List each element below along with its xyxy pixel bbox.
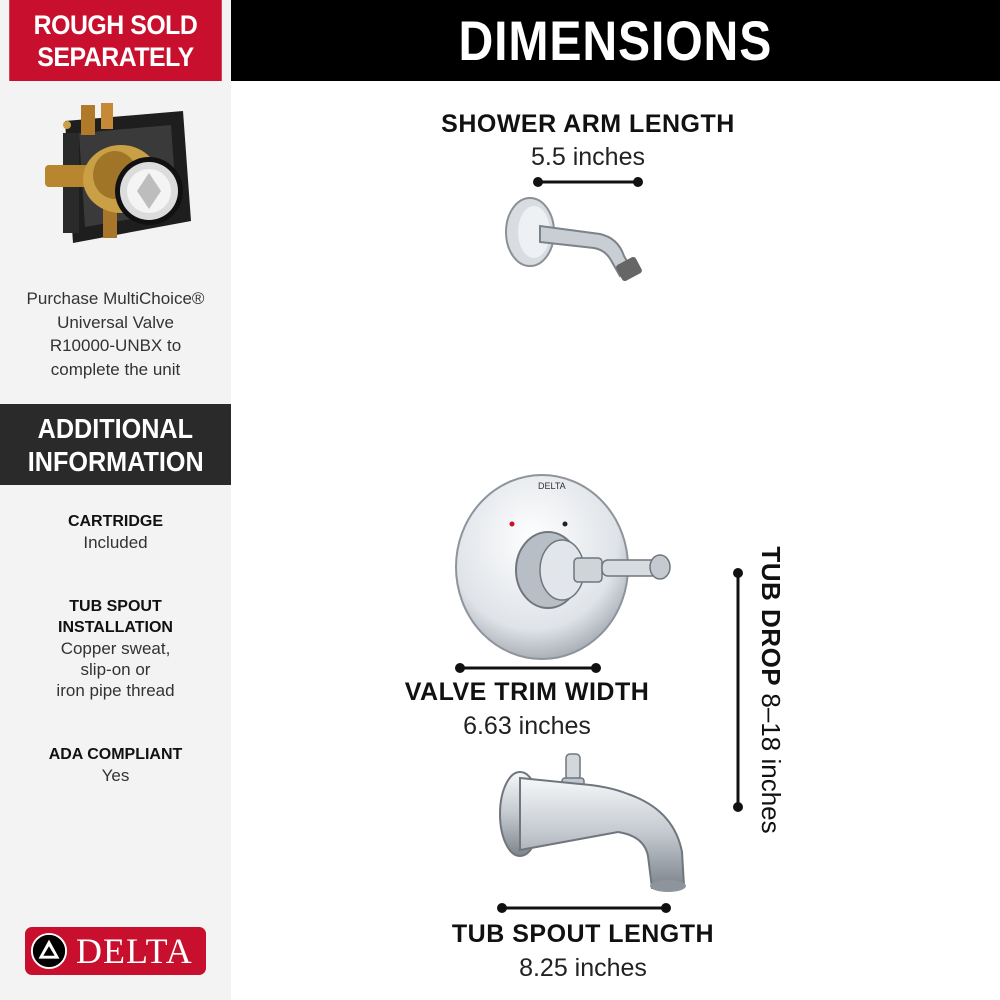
info-ada-compliant	[0, 744, 231, 786]
info-value: Included	[83, 533, 148, 552]
additional-information-banner	[0, 404, 231, 485]
shower-arm-measure-line	[530, 174, 646, 190]
tub-spout-length-title: TUB SPOUT LENGTH	[451, 920, 715, 948]
tub-drop-measure-line	[730, 565, 746, 815]
info-value: iron pipe thread	[56, 681, 175, 700]
shower-arm-image	[500, 196, 650, 286]
info-value: Copper sweat,	[60, 639, 171, 658]
rough-sold-separately-banner	[9, 0, 222, 81]
rough-banner-line-2: SEPARATELY	[37, 41, 194, 72]
dimensions-header	[231, 0, 1000, 81]
purchase-line-4: complete the unit	[50, 359, 181, 379]
info-value: Yes	[101, 766, 130, 785]
valve-trim-width-title: VALVE TRIM WIDTH	[404, 678, 650, 706]
additional-banner-line-2: INFORMATION	[27, 445, 204, 477]
purchase-line-3: R10000-UNBX to	[49, 336, 182, 355]
info-label: INSTALLATION	[58, 619, 173, 636]
dimensions-title: DIMENSIONS	[458, 9, 773, 72]
info-label: TUB SPOUT	[69, 598, 162, 615]
valve-trim-image	[452, 472, 676, 662]
valve-trim-measure-line	[452, 660, 604, 676]
purchase-note	[0, 287, 231, 381]
rough-valve-image	[43, 103, 193, 253]
delta-logo	[25, 927, 206, 975]
shower-arm-length-value: 5.5 inches	[531, 143, 645, 171]
valve-trim-brand: DELTA	[538, 481, 566, 491]
tub-drop-value: 8–18 inches	[756, 693, 786, 834]
rough-banner-line-1: ROUGH SOLD	[33, 9, 198, 40]
info-cartridge	[0, 511, 231, 553]
info-tub-spout-installation	[0, 596, 231, 701]
delta-logo-text: DELTA	[76, 931, 193, 971]
info-value: slip-on or	[80, 660, 151, 679]
tub-drop-title: TUB DROP	[756, 546, 786, 687]
additional-banner-line-1: ADDITIONAL	[37, 412, 194, 444]
tub-spout-image	[498, 752, 698, 894]
valve-trim-width-value: 6.63 inches	[463, 712, 591, 740]
tub-spout-measure-line	[494, 900, 674, 916]
shower-arm-length-title: SHOWER ARM LENGTH	[441, 110, 735, 138]
delta-triangle-icon	[30, 932, 68, 970]
info-label: ADA COMPLIANT	[48, 746, 183, 763]
purchase-line-1: Purchase MultiChoice®	[26, 289, 205, 308]
tub-drop-label	[746, 540, 786, 840]
purchase-line-2: Universal Valve	[57, 312, 174, 332]
tub-spout-length-value: 8.25 inches	[519, 954, 647, 982]
info-label: CARTRIDGE	[67, 513, 164, 530]
